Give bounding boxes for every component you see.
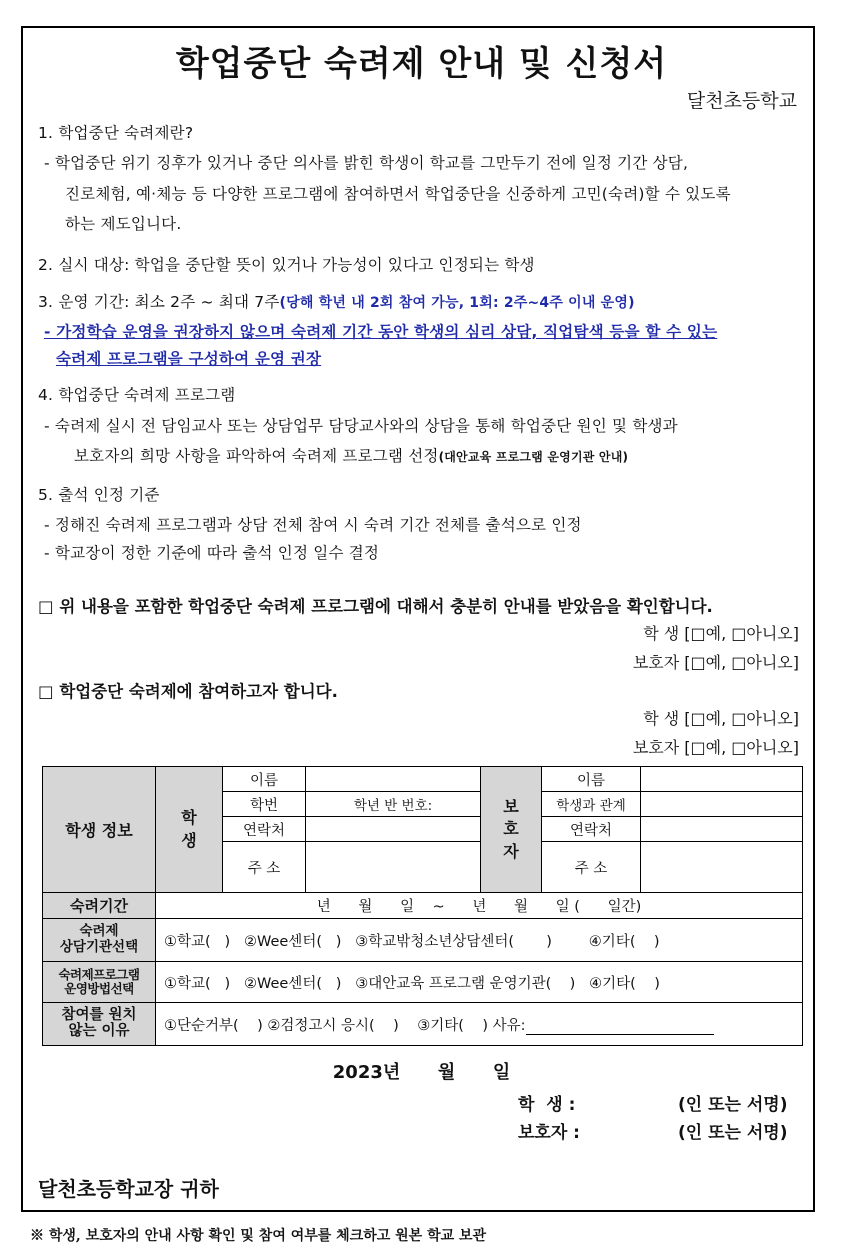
section-4-heading: 4. 학업중단 숙려제 프로그램 — [38, 386, 236, 404]
guardian-sign-label: 보호자 : — [518, 1123, 580, 1143]
guardian-name-field[interactable] — [641, 767, 803, 792]
section-4-note: (대안교육 프로그램 운영기관 안내) — [438, 450, 629, 464]
section-5-line: - 학교장이 정한 기준에 따라 출석 인정 일수 결정 — [44, 544, 380, 562]
counsel-agency-options[interactable]: ①학교( ) ②Wee센터( ) ③학교밖청소년상담센터( ) ④기타( ) — [156, 919, 803, 962]
guardian-name-label: 이름 — [542, 767, 641, 792]
section-3-line: - 가정학습 운영을 권장하지 않으며 숙려제 기간 동안 학생의 심리 상담, 직업탐색 등을 할 수 있는 — [44, 323, 718, 341]
guardian-contact-field[interactable] — [641, 817, 803, 842]
school-name: 달천초등학교 — [686, 90, 797, 112]
section-4-line2: 보호자의 희망 사항을 파악하여 숙려제 프로그램 선정 — [74, 447, 439, 465]
student-address-label: 주 소 — [223, 842, 306, 893]
student-seal[interactable]: (인 또는 서명) — [678, 1095, 788, 1115]
section-3-heading — [38, 290, 635, 312]
section-3-line: 숙려제 프로그램을 구성하여 운영 권장 — [56, 350, 322, 368]
decline-reason-options[interactable] — [156, 1003, 803, 1046]
student-info-table — [42, 766, 803, 1046]
student-label: 학 생 — [156, 767, 223, 893]
program-method-options[interactable]: ①학교( ) ②Wee센터( ) ③대안교육 프로그램 운영기관( ) ④기타( ) — [156, 962, 803, 1003]
program-method-label: 숙려제프로그램 운영방법선택 — [43, 962, 156, 1003]
student-sign-label: 학 생 : — [518, 1095, 576, 1115]
guardian-address-label: 주 소 — [542, 842, 641, 893]
reason-underline[interactable] — [526, 1020, 714, 1035]
student-name-label: 이름 — [223, 767, 306, 792]
participate-checkbox-text[interactable]: □ 학업중단 숙려제에 참여하고자 합니다. — [38, 682, 338, 701]
student-name-field[interactable] — [306, 767, 481, 792]
section-4-line — [74, 444, 628, 466]
principal-addressee: 달천초등학교장 귀하 — [38, 1177, 219, 1201]
student-contact-label: 연락처 — [223, 817, 306, 842]
section-4-line: - 숙려제 실시 전 담임교사 또는 상담업무 담당교사와의 상담을 통해 학업중단 원인 및 학생과 — [44, 417, 678, 435]
student-contact-field[interactable] — [306, 817, 481, 842]
section-2: 2. 실시 대상: 학업을 중단할 뜻이 있거나 가능성이 있다고 인정되는 학생 — [38, 256, 535, 274]
period-label: 숙려기간 — [43, 893, 156, 919]
confirm-info-checkbox-text[interactable]: □ 위 내용을 포함한 학업중단 숙려제 프로그램에 대해서 충분히 안내를 받았음을 확인합니다. — [38, 597, 713, 616]
footer-note: ※ 학생, 보호자의 안내 사항 확인 및 참여 여부를 체크하고 원본 학교 보관 — [30, 1228, 487, 1244]
section-1-heading: 1. 학업중단 숙려제란? — [38, 124, 194, 142]
student-address-field[interactable] — [306, 842, 481, 893]
period-field[interactable]: 년 월 일 ~ 년 월 일 ( 일간) — [156, 893, 803, 919]
confirm-info-guardian-choice[interactable]: 보호자 [□예, □아니오] — [632, 653, 799, 672]
section-3-note: (당해 학년 내 2회 참여 가능, 1회: 2주~4주 이내 운영) — [279, 295, 635, 311]
relation-label: 학생과 관계 — [542, 792, 641, 817]
relation-field[interactable] — [641, 792, 803, 817]
class-number-field[interactable]: 학년 반 번호: — [306, 792, 481, 817]
section-1-line: 하는 제도입니다. — [65, 215, 182, 233]
counsel-agency-label: 숙려제 상담기관선택 — [43, 919, 156, 962]
application-date: 2023년 월 일 — [332, 1062, 511, 1083]
section-3-title: 3. 운영 기간: 최소 2주 ~ 최대 7주 — [38, 293, 280, 311]
guardian-seal[interactable]: (인 또는 서명) — [678, 1123, 788, 1143]
class-number-label: 학번 — [223, 792, 306, 817]
decline-reason-label: 참여를 원치 않는 이유 — [43, 1003, 156, 1046]
page-title: 학업중단 숙려제 안내 및 신청서 — [175, 44, 668, 84]
section-5-heading: 5. 출석 인정 기준 — [38, 486, 160, 504]
decline-reason-text: ①단순거부( ) ②검정고시 응시( ) ③기타( ) 사유: — [164, 1017, 526, 1034]
confirm-info-student-choice[interactable]: 학 생 [□예, □아니오] — [643, 624, 799, 643]
section-1-line: - 학업중단 위기 징후가 있거나 중단 의사를 밝힌 학생이 학교를 그만두기 전에 일정 기간 상담, — [44, 154, 689, 172]
section-5-line: - 정해진 숙려제 프로그램과 상담 전체 참여 시 숙려 기간 전체를 출석으로 인정 — [44, 516, 582, 534]
student-info-label: 학생 정보 — [43, 767, 156, 893]
guardian-contact-label: 연락처 — [542, 817, 641, 842]
participate-student-choice[interactable]: 학 생 [□예, □아니오] — [643, 709, 799, 728]
section-1-line: 진로체험, 예·체능 등 다양한 프로그램에 참여하면서 학업중단을 신중하게 고민(숙려)할 수 있도록 — [65, 185, 731, 203]
participate-guardian-choice[interactable]: 보호자 [□예, □아니오] — [632, 738, 799, 757]
guardian-address-field[interactable] — [641, 842, 803, 893]
guardian-label: 보 호 자 — [481, 767, 542, 893]
